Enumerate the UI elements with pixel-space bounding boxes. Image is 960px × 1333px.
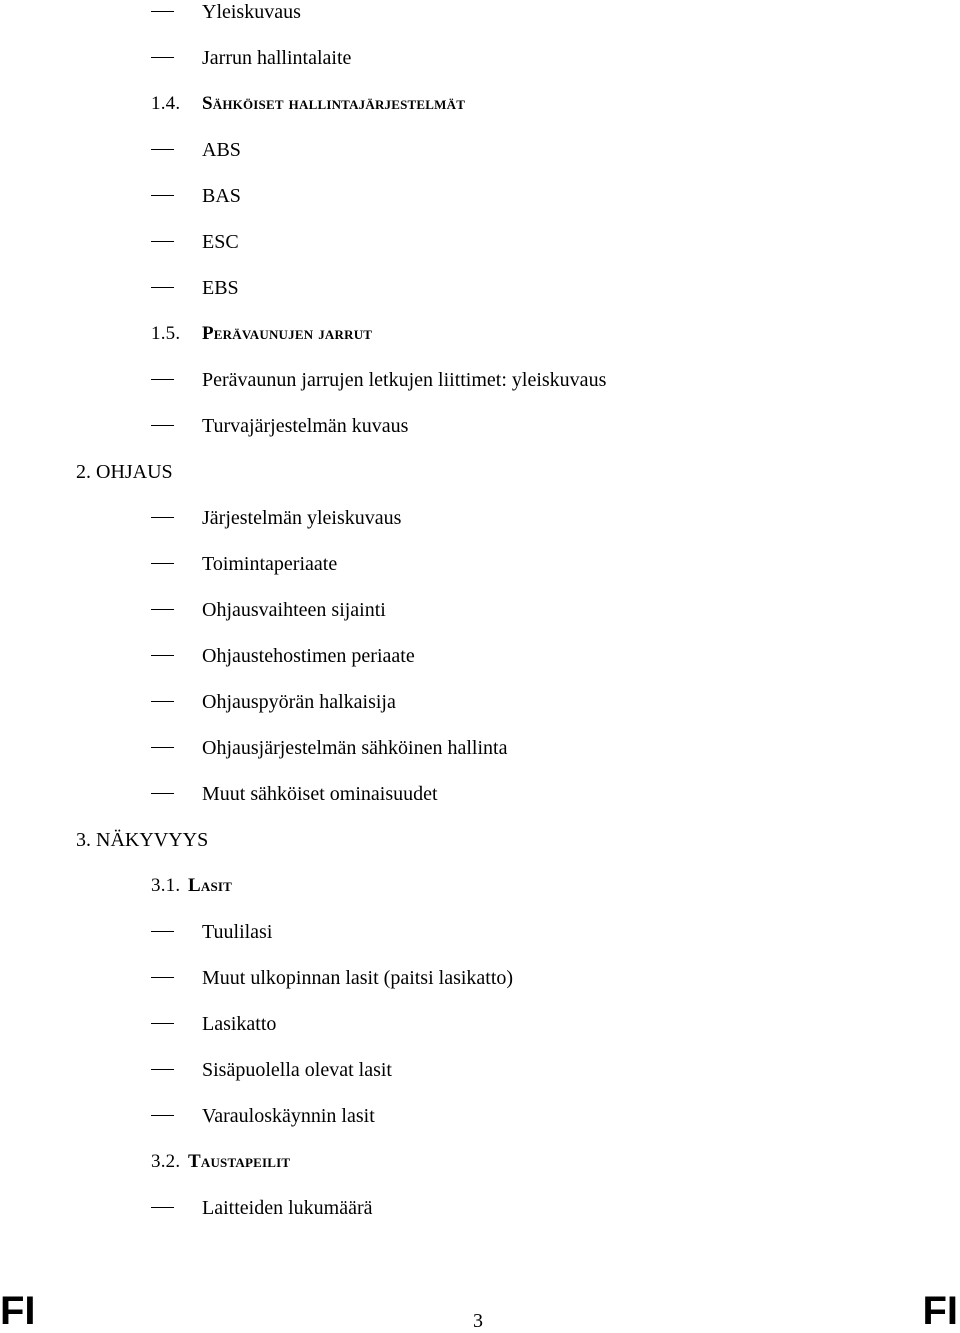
dash-bullet [151, 1207, 174, 1208]
list-item [0, 1104, 960, 1134]
list-item-text: Yleiskuvaus [202, 1, 301, 23]
list-item-text: EBS [202, 277, 239, 299]
dash-bullet [151, 57, 174, 58]
list-item-text: Ohjauspyörän halkaisija [202, 691, 396, 713]
dash-bullet [151, 425, 174, 426]
list-item-text: ABS [202, 139, 241, 161]
list-item-text: Toimintaperiaate [202, 553, 338, 575]
list-item [0, 736, 960, 766]
section-heading-ohjaus [0, 460, 960, 490]
dash-bullet [151, 149, 174, 150]
subsection-heading-3-2 [0, 1150, 960, 1180]
subsection-title: Sähköiset hallintajärjestelmät [202, 93, 466, 114]
dash-bullet [151, 379, 174, 380]
section-heading-text: 2. OHJAUS [76, 461, 173, 483]
subsection-heading-1-5 [0, 322, 960, 352]
dash-bullet [151, 287, 174, 288]
dash-bullet [151, 701, 174, 702]
subsection-title: Perävaunujen jarrut [202, 323, 373, 344]
list-item-text: Muut sähköiset ominaisuudet [202, 783, 438, 805]
dash-bullet [151, 655, 174, 656]
dash-bullet [151, 793, 174, 794]
list-item-text: Ohjaustehostimen periaate [202, 645, 415, 667]
footer-language-left: FI [0, 1289, 36, 1333]
list-item-text: Laitteiden lukumäärä [202, 1197, 373, 1219]
list-item-text: Turvajärjestelmän kuvaus [202, 415, 409, 437]
list-item-text: Varauloskäynnin lasit [202, 1105, 375, 1127]
list-item [0, 46, 960, 76]
section-heading-text: 3. NÄKYVYYS [76, 829, 209, 851]
list-item-text: Ohjausvaihteen sijainti [202, 599, 386, 621]
list-item-text: Sisäpuolella olevat lasit [202, 1059, 392, 1081]
list-item [0, 506, 960, 536]
list-item [0, 782, 960, 812]
list-item-text: Perävaunun jarrujen letkujen liittimet: yleiskuvaus [202, 369, 607, 391]
subsection-title: Lasit [188, 875, 233, 896]
list-item [0, 1196, 960, 1226]
subsection-number: 1.5. [151, 323, 181, 344]
footer-language-right: FI [922, 1289, 958, 1333]
page-number: 3 [473, 1310, 483, 1332]
dash-bullet [151, 563, 174, 564]
list-item-text: Ohjausjärjestelmän sähköinen hallinta [202, 737, 508, 759]
list-item-text: Lasikatto [202, 1013, 277, 1035]
list-item-text: BAS [202, 185, 241, 207]
dash-bullet [151, 609, 174, 610]
dash-bullet [151, 195, 174, 196]
list-item [0, 598, 960, 628]
list-item [0, 0, 960, 30]
subsection-heading-3-1 [0, 874, 960, 904]
section-heading-nakyvyys [0, 828, 960, 858]
list-item [0, 690, 960, 720]
list-item [0, 184, 960, 214]
dash-bullet [151, 977, 174, 978]
dash-bullet [151, 1115, 174, 1116]
subsection-heading-1-4 [0, 92, 960, 122]
subsection-number: 1.4. [151, 93, 181, 114]
list-item [0, 552, 960, 582]
dash-bullet [151, 931, 174, 932]
subsection-title: Taustapeilit [188, 1151, 291, 1172]
list-item-text: Järjestelmän yleiskuvaus [202, 507, 402, 529]
list-item [0, 230, 960, 260]
list-item [0, 276, 960, 306]
list-item [0, 1058, 960, 1088]
dash-bullet [151, 1023, 174, 1024]
list-item-text: Jarrun hallintalaite [202, 47, 352, 69]
list-item [0, 966, 960, 996]
dash-bullet [151, 1069, 174, 1070]
dash-bullet [151, 11, 174, 12]
subsection-number: 3.2. [151, 1151, 181, 1172]
list-item [0, 138, 960, 168]
dash-bullet [151, 517, 174, 518]
list-item [0, 1012, 960, 1042]
dash-bullet [151, 747, 174, 748]
list-item [0, 414, 960, 444]
list-item [0, 368, 960, 398]
list-item-text: ESC [202, 231, 239, 253]
subsection-number: 3.1. [151, 875, 181, 896]
list-item [0, 644, 960, 674]
list-item [0, 920, 960, 950]
list-item-text: Muut ulkopinnan lasit (paitsi lasikatto) [202, 967, 514, 989]
dash-bullet [151, 241, 174, 242]
list-item-text: Tuulilasi [202, 921, 273, 943]
